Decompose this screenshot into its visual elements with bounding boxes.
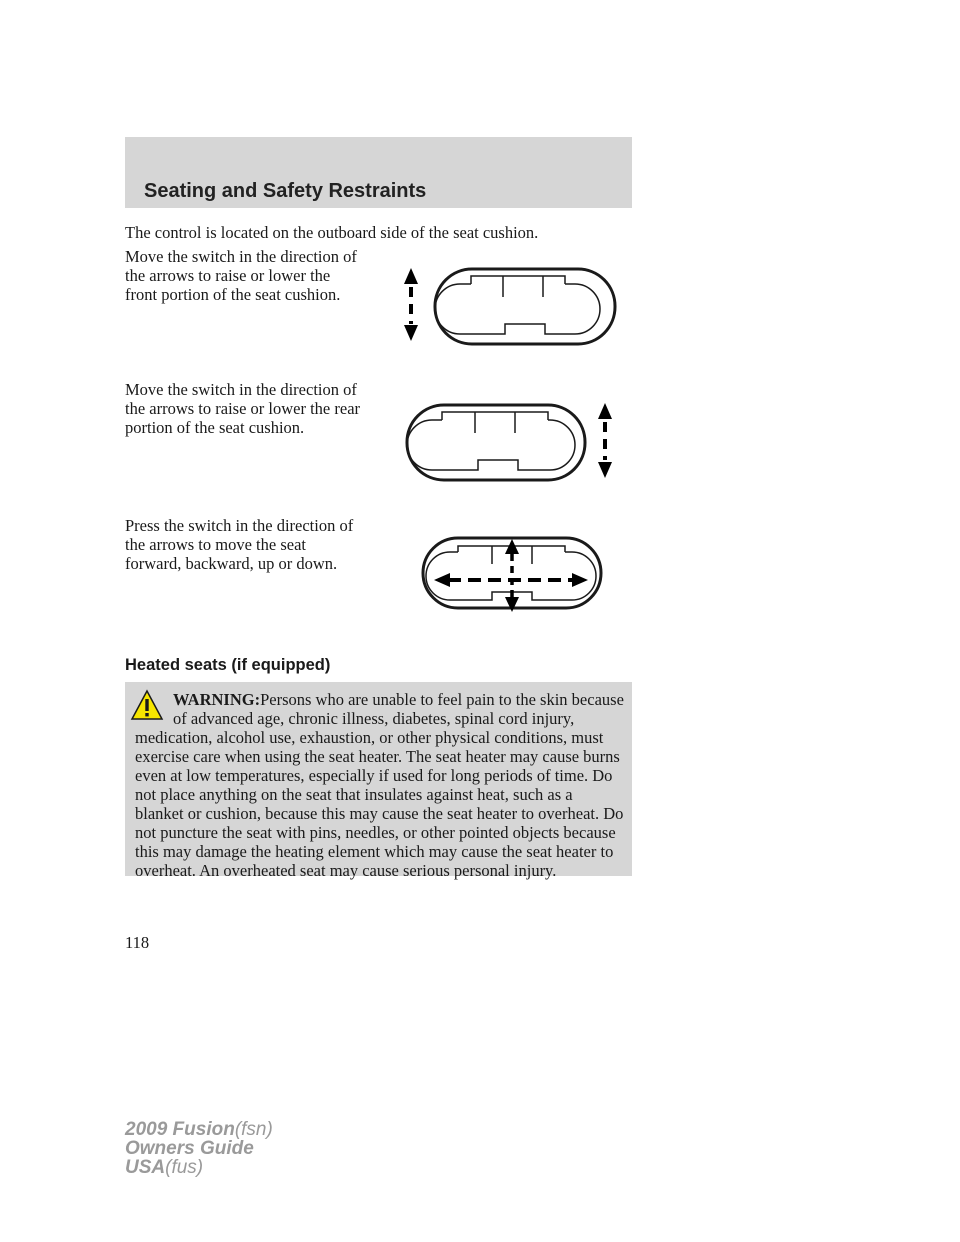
warning-body: Persons who are unable to feel pain to the skin because of advanced age, chronic illness, diabetes, spinal cord injury, medication, alcohol use, exhaustion, or other physical conditions, must exercise care when using the seat heater. The seat heater may cause burns even at low temperatures, especially if used for long periods of time. Do not place anything on the seat that insulates against heat, such as a blanket or cushion, because this may cause the seat heater to overheat. Do not puncture the seat with pins, needles, or other pointed objects because this may damage the heating element which may cause the seat heater to overheat. An overheated seat may cause serious personal injury. [135, 690, 624, 880]
section-heading-heated-seats: Heated seats (if equipped) [125, 656, 331, 674]
intro-paragraph: The control is located on the outboard side of the seat cushion. [125, 223, 539, 242]
page-number: 118 [125, 933, 150, 952]
page-title: Seating and Safety Restraints [144, 180, 427, 202]
warning-lead: WARNING: [173, 690, 261, 709]
instruction-fore-aft: Press the switch in the direction of the arrows to move the seat forward, backward, up or down. [125, 516, 354, 573]
instruction-front-tilt: Move the switch in the direction of the arrows to raise or lower the front portion of the seat cushion. [125, 247, 357, 304]
instruction-rear-tilt: Move the switch in the direction of the arrows to raise or lower the rear portion of the seat cushion. [125, 380, 361, 437]
seat-front-tilt-switch-icon [400, 262, 620, 347]
seat-fore-aft-switch-icon [420, 534, 605, 616]
footer-doc-info: 2009 Fusion(fsn) Owners Guide USA(fus) [125, 1119, 273, 1178]
seat-rear-tilt-switch-icon [400, 398, 620, 483]
warning-text [135, 690, 625, 880]
